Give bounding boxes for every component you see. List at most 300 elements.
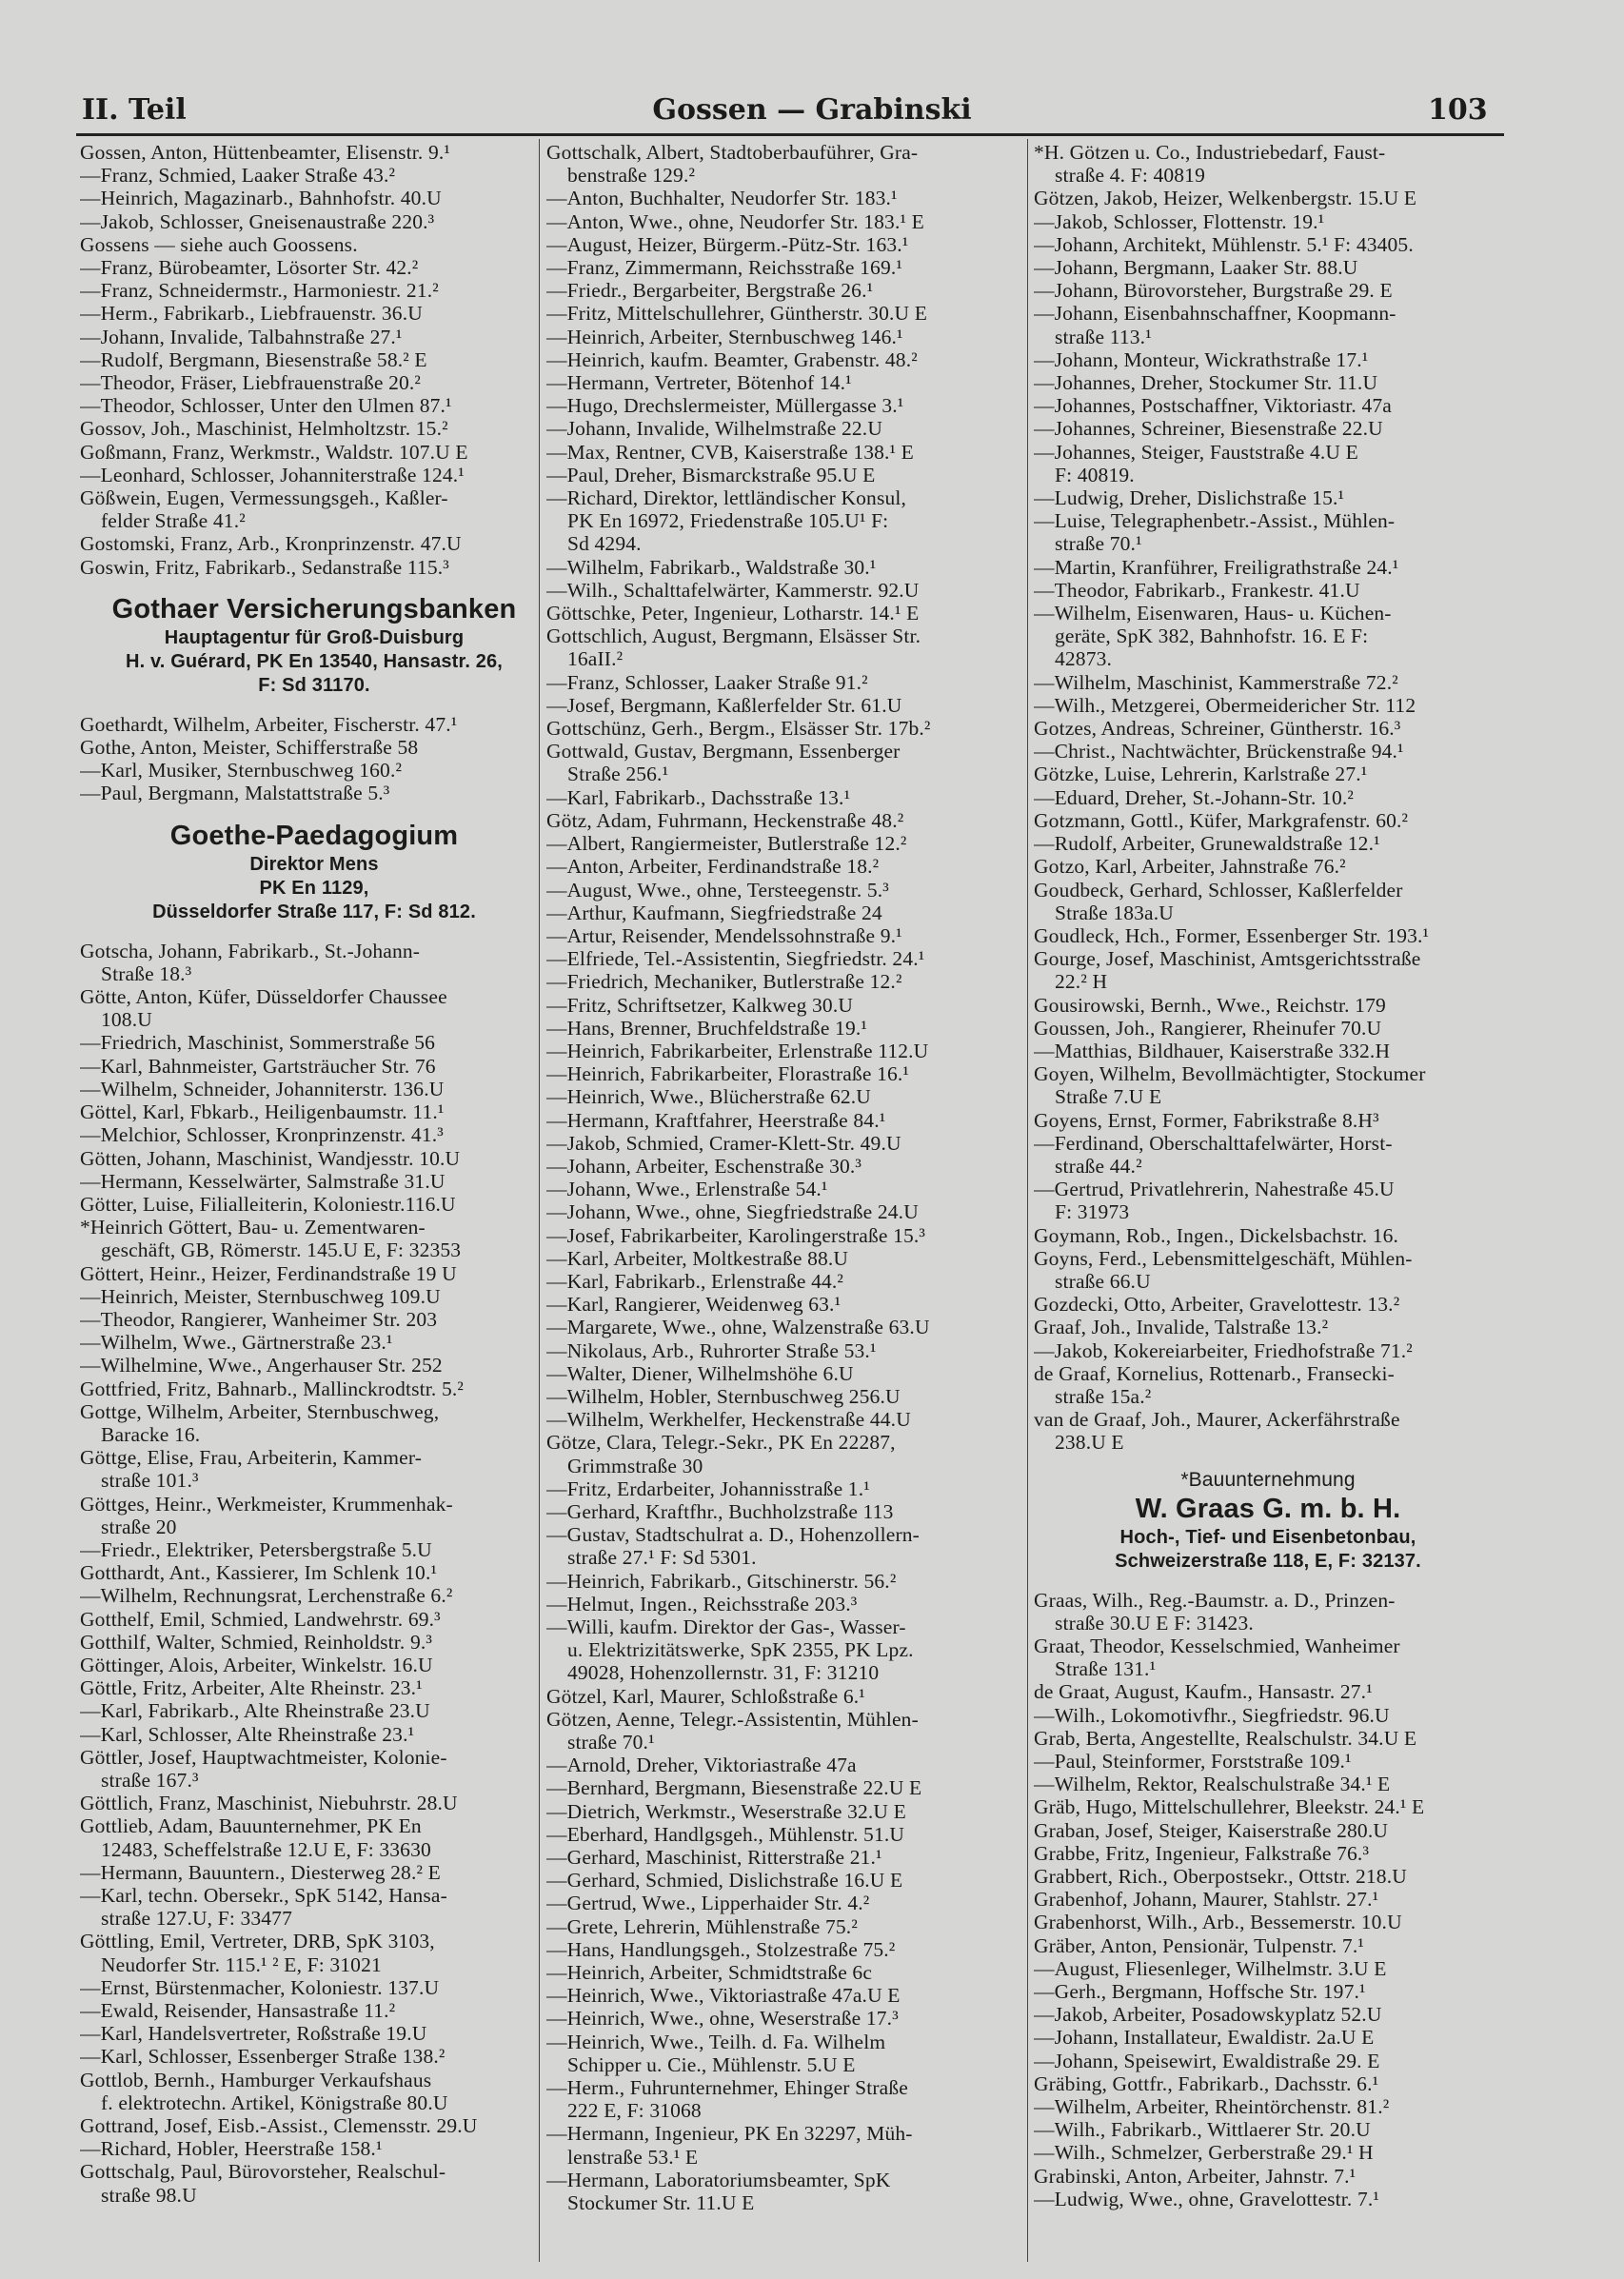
entry-line: 42873.	[1055, 647, 1113, 671]
directory-entry	[546, 1754, 1015, 1776]
directory-entry	[546, 417, 1015, 440]
entry-line: —Melchior, Schlosser, Kronprinzenstr. 41.³	[80, 1123, 444, 1147]
directory-entry	[546, 902, 1015, 924]
entry-line: Götzen, Aenne, Telegr.-Assistentin, Mühlen-	[546, 1707, 919, 1731]
directory-entry	[80, 736, 548, 759]
entry-line: —Rudolf, Arbeiter, Grunewaldstraße 12.¹	[1034, 832, 1380, 856]
entry-line: —Johann, Speisewirt, Ewaldistraße 29. E	[1034, 2049, 1380, 2072]
entry-line: Gousirowski, Bernh., Wwe., Reichstr. 179	[1034, 993, 1386, 1017]
directory-entry	[1034, 1957, 1502, 1980]
entry-line: —Richard, Hobler, Heerstraße 158.¹	[80, 2137, 383, 2161]
entry-line: Gottfried, Fritz, Bahnarb., Mallinckrodtstr. 5.²	[80, 1377, 464, 1400]
directory-entry	[1034, 809, 1502, 832]
entry-line: —Josef, Fabrikarbeiter, Karolingerstraße 15.³	[546, 1223, 926, 1247]
entry-line: Göttel, Karl, Fbkarb., Heiligenbaumstr. 11.¹	[80, 1100, 445, 1124]
entry-line: —Ferdinand, Oberschalttafelwärter, Horst-	[1034, 1131, 1393, 1155]
column-divider	[1027, 139, 1028, 2262]
directory-entry	[546, 1846, 1015, 1869]
directory-entry	[546, 556, 1015, 579]
directory-entry	[546, 210, 1015, 233]
directory-entry	[1034, 2188, 1502, 2210]
entry-line: —Wilh., Schmelzer, Gerberstraße 29.¹ H	[1034, 2141, 1374, 2165]
directory-entry	[1034, 509, 1502, 555]
entry-line: —Gerhard, Maschinist, Ritterstraße 21.¹	[546, 1846, 882, 1870]
directory-entry	[80, 1216, 548, 1261]
entry-line: Gostomski, Franz, Arb., Kronprinzenstr. 47.U	[80, 532, 462, 556]
entry-line: —Jakob, Kokereiarbeiter, Friedhofstraße 71.²	[1034, 1338, 1413, 1362]
directory-entry	[80, 1861, 548, 1884]
entry-line: —Ernst, Bürstenmacher, Koloniestr. 137.U	[80, 1975, 440, 1999]
entry-line: Gotzes, Andreas, Schreiner, Güntherstr. 16.³	[1034, 717, 1401, 741]
directory-entry	[1034, 717, 1502, 740]
entry-line: —Hermann, Vertreter, Bötenhof 14.¹	[546, 371, 852, 395]
entry-line: Götzel, Karl, Maurer, Schloßstraße 6.¹	[546, 1684, 865, 1708]
entry-line: —Theodor, Rangierer, Wanheimer Str. 203	[80, 1307, 438, 1331]
directory-entry	[546, 1200, 1015, 1223]
directory-entry	[80, 279, 548, 302]
directory-entry	[546, 1892, 1015, 1914]
advertisement	[80, 819, 548, 924]
directory-entry	[80, 486, 548, 532]
directory-entry	[546, 1270, 1015, 1293]
directory-entry	[1034, 1109, 1502, 1132]
entry-line: Gräbing, Gottfr., Fabrikarb., Dachsstr. 6.¹	[1034, 2071, 1379, 2095]
directory-entry	[546, 141, 1015, 187]
entry-line: Straße 18.³	[101, 961, 192, 985]
directory-entry	[546, 2122, 1015, 2168]
entry-line: —Theodor, Fabrikarb., Frankestr. 41.U	[1034, 578, 1360, 602]
entry-line: straße 15a.²	[1055, 1384, 1152, 1408]
directory-entry	[80, 326, 548, 348]
entry-line: —Gerhard, Kraftfhr., Buchholzstraße 113	[546, 1499, 894, 1523]
directory-entry	[80, 1676, 548, 1699]
directory-entry	[546, 1339, 1015, 1362]
entry-line: —Wilhelm, Maschinist, Kammerstraße 72.²	[1034, 670, 1398, 694]
entry-line: geschäft, GB, Römerstr. 145.U E, F: 32353	[101, 1239, 462, 1262]
directory-entry	[1034, 1635, 1502, 1680]
entry-line: —Fritz, Schriftsetzer, Kalkweg 30.U	[546, 993, 854, 1017]
entry-line: Gotscha, Johann, Fabrikarb., St.-Johann-	[80, 939, 421, 962]
entry-line: —Walter, Diener, Wilhelmshöhe 6.U	[546, 1361, 854, 1385]
entry-line: —Theodor, Schlosser, Unter den Ulmen 87.¹	[80, 394, 452, 418]
entry-line: Gottschünz, Gerh., Bergm., Elsässer Str. 17b.²	[546, 717, 931, 741]
directory-entry	[80, 1031, 548, 1054]
directory-entry	[80, 141, 548, 164]
entry-line: —Max, Rentner, CVB, Kaiserstraße 138.¹ E	[546, 440, 914, 464]
directory-entry	[80, 2137, 548, 2160]
column-1	[80, 141, 548, 2207]
directory-entry	[546, 717, 1015, 740]
directory-entry	[80, 1377, 548, 1400]
entry-line: —Johannes, Dreher, Stockumer Str. 11.U	[1034, 371, 1378, 395]
directory-entry	[80, 2069, 548, 2114]
entry-line: —Matthias, Bildhauer, Kaiserstraße 332.H	[1034, 1039, 1391, 1062]
entry-line: —Karl, Schlosser, Alte Rheinstraße 23.¹	[80, 1722, 415, 1746]
entry-line: —Johann, Wwe., Erlenstraße 54.¹	[546, 1178, 828, 1201]
entry-line: —Eberhard, Handlgsgeh., Mühlenstr. 51.U	[546, 1822, 905, 1846]
directory-entry	[1034, 1750, 1502, 1773]
directory-entry	[546, 2169, 1015, 2214]
directory-entry	[546, 2007, 1015, 2030]
directory-entry	[546, 1224, 1015, 1247]
entry-line: Graas, Wilh., Reg.-Baumstr. a. D., Prinzen-	[1034, 1588, 1396, 1612]
directory-entry	[80, 187, 548, 209]
directory-entry	[1034, 1888, 1502, 1911]
entry-line: Schipper u. Cie., Mühlenstr. 5.U E	[567, 2052, 856, 2076]
entry-line: Goudbeck, Gerhard, Schlosser, Kaßlerfelder	[1034, 878, 1403, 902]
entry-line: —Friedrich, Maschinist, Sommerstraße 56	[80, 1031, 436, 1055]
entry-line: —Gertrud, Privatlehrerin, Nahestraße 45.U	[1034, 1178, 1395, 1201]
directory-entry	[80, 1055, 548, 1078]
directory-entry	[546, 1316, 1015, 1338]
entry-line: Grabenhorst, Wilh., Arb., Bessemerstr. 10.U	[1034, 1911, 1402, 1934]
directory-entry	[1034, 1819, 1502, 1842]
entry-line: —Wilhelm, Arbeiter, Rheintörchenstr. 81.²	[1034, 2095, 1390, 2119]
ad-title: Gothaer Versicherungsbanken	[111, 593, 517, 624]
directory-entry	[80, 1584, 548, 1607]
entry-line: straße 127.U, F: 33477	[101, 1907, 292, 1931]
entry-line: Göttinger, Alois, Arbeiter, Winkelstr. 16.U	[80, 1653, 433, 1676]
directory-entry	[1034, 210, 1502, 233]
entry-line: —Hermann, Kesselwärter, Salmstraße 31.U	[80, 1169, 446, 1193]
directory-entry	[546, 1984, 1015, 2007]
directory-entry	[80, 1100, 548, 1123]
directory-entry	[80, 1976, 548, 1999]
entry-line: Göttling, Emil, Vertreter, DRB, SpK 3103,	[80, 1930, 435, 1953]
entry-line: Gozdecki, Otto, Arbeiter, Gravelottestr. 13.²	[1034, 1293, 1400, 1317]
directory-entry	[546, 832, 1015, 855]
directory-entry	[546, 256, 1015, 279]
entry-line: —Elfriede, Tel.-Assistentin, Siegfriedstr. 24.¹	[546, 947, 925, 971]
directory-entry	[1034, 348, 1502, 371]
entry-line: Gräber, Anton, Pensionär, Tulpenstr. 7.¹	[1034, 1933, 1364, 1957]
part-label: II. Teil	[82, 93, 187, 127]
directory-entry	[80, 1654, 548, 1676]
ad-line: F: Sd 31170.	[258, 674, 370, 696]
entry-line: Gottlob, Bernh., Hamburger Verkaufshaus	[80, 2068, 432, 2091]
directory-entry	[546, 279, 1015, 302]
entry-line: —Hans, Handlungsgeh., Stolzestraße 75.²	[546, 1937, 896, 1961]
ad-line: PK En 1129,	[259, 877, 369, 899]
entry-line: Gossen, Anton, Hüttenbeamter, Elisenstr. 9.¹	[80, 141, 450, 164]
entry-line: —Jakob, Schmied, Cramer-Klett-Str. 49.U	[546, 1131, 901, 1155]
directory-entry	[1034, 1224, 1502, 1247]
directory-entry	[546, 924, 1015, 947]
directory-entry	[80, 1331, 548, 1354]
entry-line: F: 40819.	[1055, 463, 1135, 486]
directory-entry	[546, 809, 1015, 832]
entry-line: —Willi, kaufm. Direktor der Gas-, Wasser-	[546, 1615, 906, 1638]
entry-line: —Johann, Installateur, Ewaldistr. 2a.U E	[1034, 2026, 1375, 2050]
directory-entry	[1034, 441, 1502, 486]
entry-line: —Hugo, Drechslermeister, Müllergasse 3.¹	[546, 394, 904, 418]
entry-line: Goussen, Joh., Rangierer, Rheinufer 70.U	[1034, 1016, 1382, 1040]
directory-entry	[1034, 1040, 1502, 1062]
entry-line: —Karl, Fabrikarb., Dachsstraße 13.¹	[546, 785, 851, 809]
directory-entry	[1034, 1911, 1502, 1933]
directory-entry	[1034, 2165, 1502, 2188]
directory-entry	[546, 1362, 1015, 1385]
entry-line: de Graaf, Kornelius, Rottenarb., Fransecki-	[1034, 1361, 1395, 1385]
entry-line: —Johann, Invalide, Wilhelmstraße 22.U	[546, 417, 882, 441]
entry-line: Gößwein, Eugen, Vermessungsgeh., Kaßler-	[80, 486, 448, 510]
entry-line: Goyen, Wilhelm, Bevollmächtigter, Stockumer	[1034, 1062, 1426, 1086]
directory-entry	[80, 2022, 548, 2045]
directory-entry	[1034, 141, 1502, 187]
directory-entry	[1034, 394, 1502, 417]
directory-entry	[1034, 1408, 1502, 1454]
entry-line: —Wilhelm, Eisenwaren, Haus- u. Küchen-	[1034, 602, 1392, 625]
entry-line: Goswin, Fritz, Fabrikarb., Sedanstraße 115.³	[80, 555, 449, 579]
entry-line: —Friedr., Bergarbeiter, Bergstraße 26.¹	[546, 279, 874, 303]
directory-entry	[546, 1293, 1015, 1316]
entry-line: *H. Götzen u. Co., Industriebedarf, Faust-	[1034, 141, 1386, 164]
directory-entry	[1034, 1062, 1502, 1108]
entry-line: —Heinrich, Wwe., Blücherstraße 62.U	[546, 1085, 871, 1109]
page-number: 103	[1428, 93, 1488, 127]
directory-entry	[80, 1400, 548, 1446]
entry-line: —Arthur, Kaufmann, Siegfriedstraße 24	[546, 901, 882, 924]
directory-entry	[546, 1593, 1015, 1615]
entry-line: —Franz, Zimmermann, Reichsstraße 169.¹	[546, 256, 902, 280]
entry-line: Gottlieb, Adam, Bauunternehmer, PK En	[80, 1814, 422, 1838]
entry-line: straße 66.U	[1055, 1269, 1151, 1293]
entry-line: straße 4. F: 40819	[1055, 164, 1205, 188]
entry-line: straße 167.³	[101, 1768, 199, 1792]
entry-line: F: 31973	[1055, 1200, 1130, 1224]
entry-line: Goßmann, Franz, Werkmstr., Waldstr. 107.U E	[80, 440, 468, 464]
entry-line: —Gerhard, Schmied, Dislichstraße 16.U E	[546, 1869, 903, 1893]
entry-line: —Karl, Fabrikarb., Erlenstraße 44.²	[546, 1269, 844, 1293]
entry-line: —Fritz, Erdarbeiter, Johannisstraße 1.¹	[546, 1476, 870, 1500]
directory-entry	[1034, 855, 1502, 878]
entry-line: Gottschlich, August, Bergmann, Elsässer Str.	[546, 624, 921, 648]
directory-entry	[80, 556, 548, 579]
entry-line: —Herm., Fabrikarb., Liebfrauenstr. 36.U	[80, 302, 423, 326]
entry-line: —August, Fliesenleger, Wilhelmstr. 3.U E	[1034, 1956, 1387, 1980]
directory-entry	[546, 1062, 1015, 1085]
directory-entry	[546, 624, 1015, 670]
entry-line: Götze, Clara, Telegr.-Sekr., PK En 22287,	[546, 1431, 896, 1455]
directory-entry	[546, 1938, 1015, 1961]
entry-line: Straße 256.¹	[567, 763, 669, 786]
entry-line: Sd 4294.	[567, 532, 642, 556]
ad-line: Düsseldorfer Straße 117, F: Sd 812.	[152, 901, 476, 922]
directory-entry	[546, 1615, 1015, 1685]
entry-line: —Wilh., Metzgerei, Obermeidericher Str. 112	[1034, 693, 1416, 717]
entry-line: Götz, Adam, Fuhrmann, Heckenstraße 48.²	[546, 808, 904, 832]
ad-title: Goethe-Paedagogium	[169, 820, 459, 851]
directory-entry	[1034, 879, 1502, 924]
entry-line: —Heinrich, Arbeiter, Schmidtstraße 6c	[546, 1961, 873, 1985]
entry-line: —Wilhelm, Werkhelfer, Heckenstraße 44.U	[546, 1408, 911, 1432]
entry-line: Graban, Josef, Steiger, Kaiserstraße 280.U	[1034, 1818, 1389, 1842]
directory-entry	[546, 2031, 1015, 2076]
entry-line: —Ludwig, Wwe., ohne, Gravelottestr. 7.¹	[1034, 2187, 1379, 2210]
directory-entry	[546, 1915, 1015, 1938]
directory-entry	[1034, 1934, 1502, 1957]
entry-line: —Hans, Brenner, Bruchfeldstraße 19.¹	[546, 1016, 867, 1040]
directory-entry	[546, 464, 1015, 486]
directory-entry	[546, 1155, 1015, 1178]
entry-line: —Jakob, Schlosser, Gneisenaustraße 220.³	[80, 209, 435, 233]
entry-line: —Karl, Handelsvertreter, Roßstraße 19.U	[80, 2022, 427, 2046]
directory-entry	[80, 1561, 548, 1584]
directory-entry	[546, 579, 1015, 602]
entry-line: —Heinrich, kaufm. Beamter, Grabenstr. 48.²	[546, 347, 918, 371]
entry-line: —Jakob, Arbeiter, Posadowskyplatz 52.U	[1034, 2003, 1382, 2027]
entry-line: —Johann, Bergmann, Laaker Str. 88.U	[1034, 256, 1358, 280]
entry-line: Baracke 16.	[101, 1422, 201, 1446]
entry-line: Straße 131.¹	[1055, 1657, 1157, 1681]
directory-entry	[1034, 1795, 1502, 1818]
directory-entry	[1034, 1704, 1502, 1727]
entry-line: 49028, Hohenzollernstr. 31, F: 31210	[567, 1661, 880, 1685]
entry-line: —Theodor, Fräser, Liebfrauenstraße 20.²	[80, 371, 422, 395]
ad-line: Hoch-, Tief- und Eisenbetonbau,	[1119, 1526, 1416, 1548]
directory-entry	[546, 371, 1015, 394]
directory-entry	[1034, 1132, 1502, 1178]
directory-entry	[80, 2114, 548, 2137]
entry-line: —Karl, Fabrikarb., Alte Rheinstraße 23.U	[80, 1699, 430, 1723]
directory-entry	[546, 1040, 1015, 1062]
entry-line: straße 101.³	[101, 1469, 199, 1493]
directory-entry	[546, 1431, 1015, 1476]
entry-line: —August, Wwe., ohne, Tersteegenstr. 5.³	[546, 878, 889, 902]
directory-entry	[80, 1538, 548, 1561]
directory-entry	[80, 1170, 548, 1193]
entry-line: —Wilhelm, Wwe., Gärtnerstraße 23.¹	[80, 1331, 393, 1355]
entry-line: Grabbert, Rich., Oberpostsekr., Ottstr. 218.U	[1034, 1865, 1407, 1889]
ad-line: Schweizerstraße 118, E, F: 32137.	[1115, 1550, 1421, 1572]
entry-line: —Richard, Direktor, lettländischer Konsul,	[546, 486, 907, 510]
directory-entry	[80, 2045, 548, 2068]
entry-line: —Wilhelm, Hobler, Sternbuschweg 256.U	[546, 1384, 901, 1408]
directory-entry	[546, 441, 1015, 464]
column-3	[1034, 141, 1502, 2210]
entry-line: —Martin, Kranführer, Freiligrathstraße 24.¹	[1034, 555, 1399, 579]
directory-entry	[546, 1109, 1015, 1132]
entry-line: Gossov, Joh., Maschinist, Helmholtzstr. 15.²	[80, 417, 448, 441]
entry-line: —Eduard, Dreher, St.-Johann-Str. 10.²	[1034, 785, 1354, 809]
directory-entry	[80, 441, 548, 464]
entry-line: —Gustav, Stadtschulrat a. D., Hohenzollern-	[546, 1523, 920, 1547]
ad-line: Direktor Mens	[249, 853, 379, 875]
entry-line: —Heinrich, Magazinarb., Bahnhofstr. 40.U	[80, 187, 442, 210]
entry-line: —Heinrich, Fabrikarb., Gitschinerstr. 56.²	[546, 1569, 897, 1593]
directory-entry	[1034, 2118, 1502, 2141]
entry-line: 108.U	[101, 1008, 152, 1032]
entry-line: —Karl, Rangierer, Weidenweg 63.¹	[546, 1293, 842, 1317]
entry-line: —Gerh., Bergmann, Hoffsche Str. 197.¹	[1034, 1980, 1366, 2004]
entry-line: —Heinrich, Fabrikarbeiter, Erlenstraße 112.U	[546, 1039, 929, 1062]
directory-entry	[80, 1354, 548, 1377]
entry-line: straße 27.¹ F: Sd 5301.	[567, 1546, 757, 1570]
entry-line: —Gertrud, Wwe., Lipperhaider Str. 4.²	[546, 1892, 870, 1915]
entry-line: —Wilh., Lokomotivfhr., Siegfriedstr. 96.U	[1034, 1703, 1390, 1727]
entry-line: 22.² H	[1055, 970, 1108, 994]
directory-entry	[546, 1017, 1015, 1040]
directory-entry	[1034, 579, 1502, 602]
entry-line: —Hermann, Laboratoriumsbeamter, SpK	[546, 2168, 891, 2191]
entry-line: Göttle, Fritz, Arbeiter, Alte Rheinstr. 23.¹	[80, 1676, 423, 1700]
column-2	[546, 141, 1015, 2214]
entry-line: Gotthilf, Walter, Schmied, Reinholdstr. 9.³	[80, 1630, 432, 1654]
directory-entry	[80, 1792, 548, 1814]
directory-entry	[1034, 256, 1502, 279]
directory-entry	[80, 1699, 548, 1722]
directory-entry	[1034, 417, 1502, 440]
directory-entry	[80, 1285, 548, 1308]
directory-entry	[546, 348, 1015, 371]
entry-line: Götzen, Jakob, Heizer, Welkenbergstr. 15.U E	[1034, 187, 1417, 210]
entry-line: —Christ., Nachtwächter, Brückenstraße 94.¹	[1034, 740, 1404, 763]
directory-entry	[546, 1132, 1015, 1155]
entry-line: —Albert, Rangiermeister, Butlerstraße 12.²	[546, 832, 907, 856]
directory-entry	[1034, 233, 1502, 256]
entry-line: Göttler, Josef, Hauptwachtmeister, Kolonie-	[80, 1745, 447, 1769]
directory-entry	[1034, 786, 1502, 809]
directory-entry	[80, 1193, 548, 1216]
entry-line: —Johannes, Schreiner, Biesenstraße 22.U	[1034, 417, 1383, 441]
directory-entry	[80, 1262, 548, 1285]
directory-entry	[546, 786, 1015, 809]
directory-entry	[1034, 602, 1502, 671]
entry-line: straße 44.²	[1055, 1154, 1142, 1178]
entry-line: Götte, Anton, Küfer, Düsseldorfer Chaussee	[80, 985, 447, 1009]
entry-line: —Hermann, Ingenieur, PK En 32297, Müh-	[546, 2122, 913, 2146]
directory-entry	[546, 1477, 1015, 1500]
entry-line: —Franz, Schneidermstr., Harmoniestr. 21.²	[80, 279, 439, 303]
ad-kicker: *Bauunternehmung	[1180, 1468, 1356, 1491]
entry-line: —Heinrich, Wwe., Viktoriastraße 47a.U E	[546, 1984, 901, 2008]
entry-line: de Graat, August, Kaufm., Hansastr. 27.¹	[1034, 1680, 1373, 1704]
directory-entry	[80, 985, 548, 1031]
entry-line: straße 70.¹	[1055, 532, 1142, 556]
directory-entry	[546, 671, 1015, 694]
directory-entry	[80, 1123, 548, 1146]
directory-entry	[80, 233, 548, 256]
entry-line: Goyens, Ernst, Former, Fabrikstraße 8.H³	[1034, 1108, 1379, 1132]
directory-entry	[80, 759, 548, 782]
entry-line: —Hermann, Bauuntern., Diesterweg 28.² E	[80, 1860, 441, 1884]
directory-entry	[1034, 371, 1502, 394]
entry-line: —Heinrich, Wwe., Teilh. d. Fa. Wilhelm	[546, 2030, 886, 2053]
directory-entry	[1034, 2003, 1502, 2026]
directory-entry	[1034, 1293, 1502, 1316]
directory-entry	[546, 394, 1015, 417]
entry-line: —Karl, Musiker, Sternbuschweg 160.²	[80, 759, 403, 783]
entry-line: van de Graaf, Joh., Maurer, Ackerfährstraße	[1034, 1408, 1400, 1432]
directory-entry	[546, 1685, 1015, 1708]
entry-line: —Franz, Bürobeamter, Lösorter Str. 42.²	[80, 256, 419, 280]
entry-line: —Anton, Arbeiter, Ferdinandstraße 18.²	[546, 855, 880, 879]
directory-entry	[1034, 1017, 1502, 1040]
entry-line: —Herm., Fuhrunternehmer, Ehinger Straße	[546, 2076, 908, 2100]
entry-line: Stockumer Str. 11.U E	[567, 2191, 755, 2215]
header-rule	[76, 133, 1504, 136]
entry-line: f. elektrotechn. Artikel, Königstraße 80.U	[101, 2091, 448, 2114]
entry-line: Neudorfer Str. 115.¹ ² E, F: 31021	[101, 1952, 382, 1976]
directory-entry	[80, 1884, 548, 1930]
directory-entry	[80, 713, 548, 736]
entry-line: *Heinrich Göttert, Bau- u. Zementwaren-	[80, 1216, 426, 1239]
directory-entry	[80, 1608, 548, 1631]
entry-line: Goymann, Rob., Ingen., Dickelsbachstr. 16.	[1034, 1223, 1399, 1247]
directory-entry	[1034, 671, 1502, 694]
entry-line: Gottwald, Gustav, Bergmann, Essenberger	[546, 740, 901, 763]
entry-line: —Franz, Schmied, Laaker Straße 43.²	[80, 164, 396, 188]
